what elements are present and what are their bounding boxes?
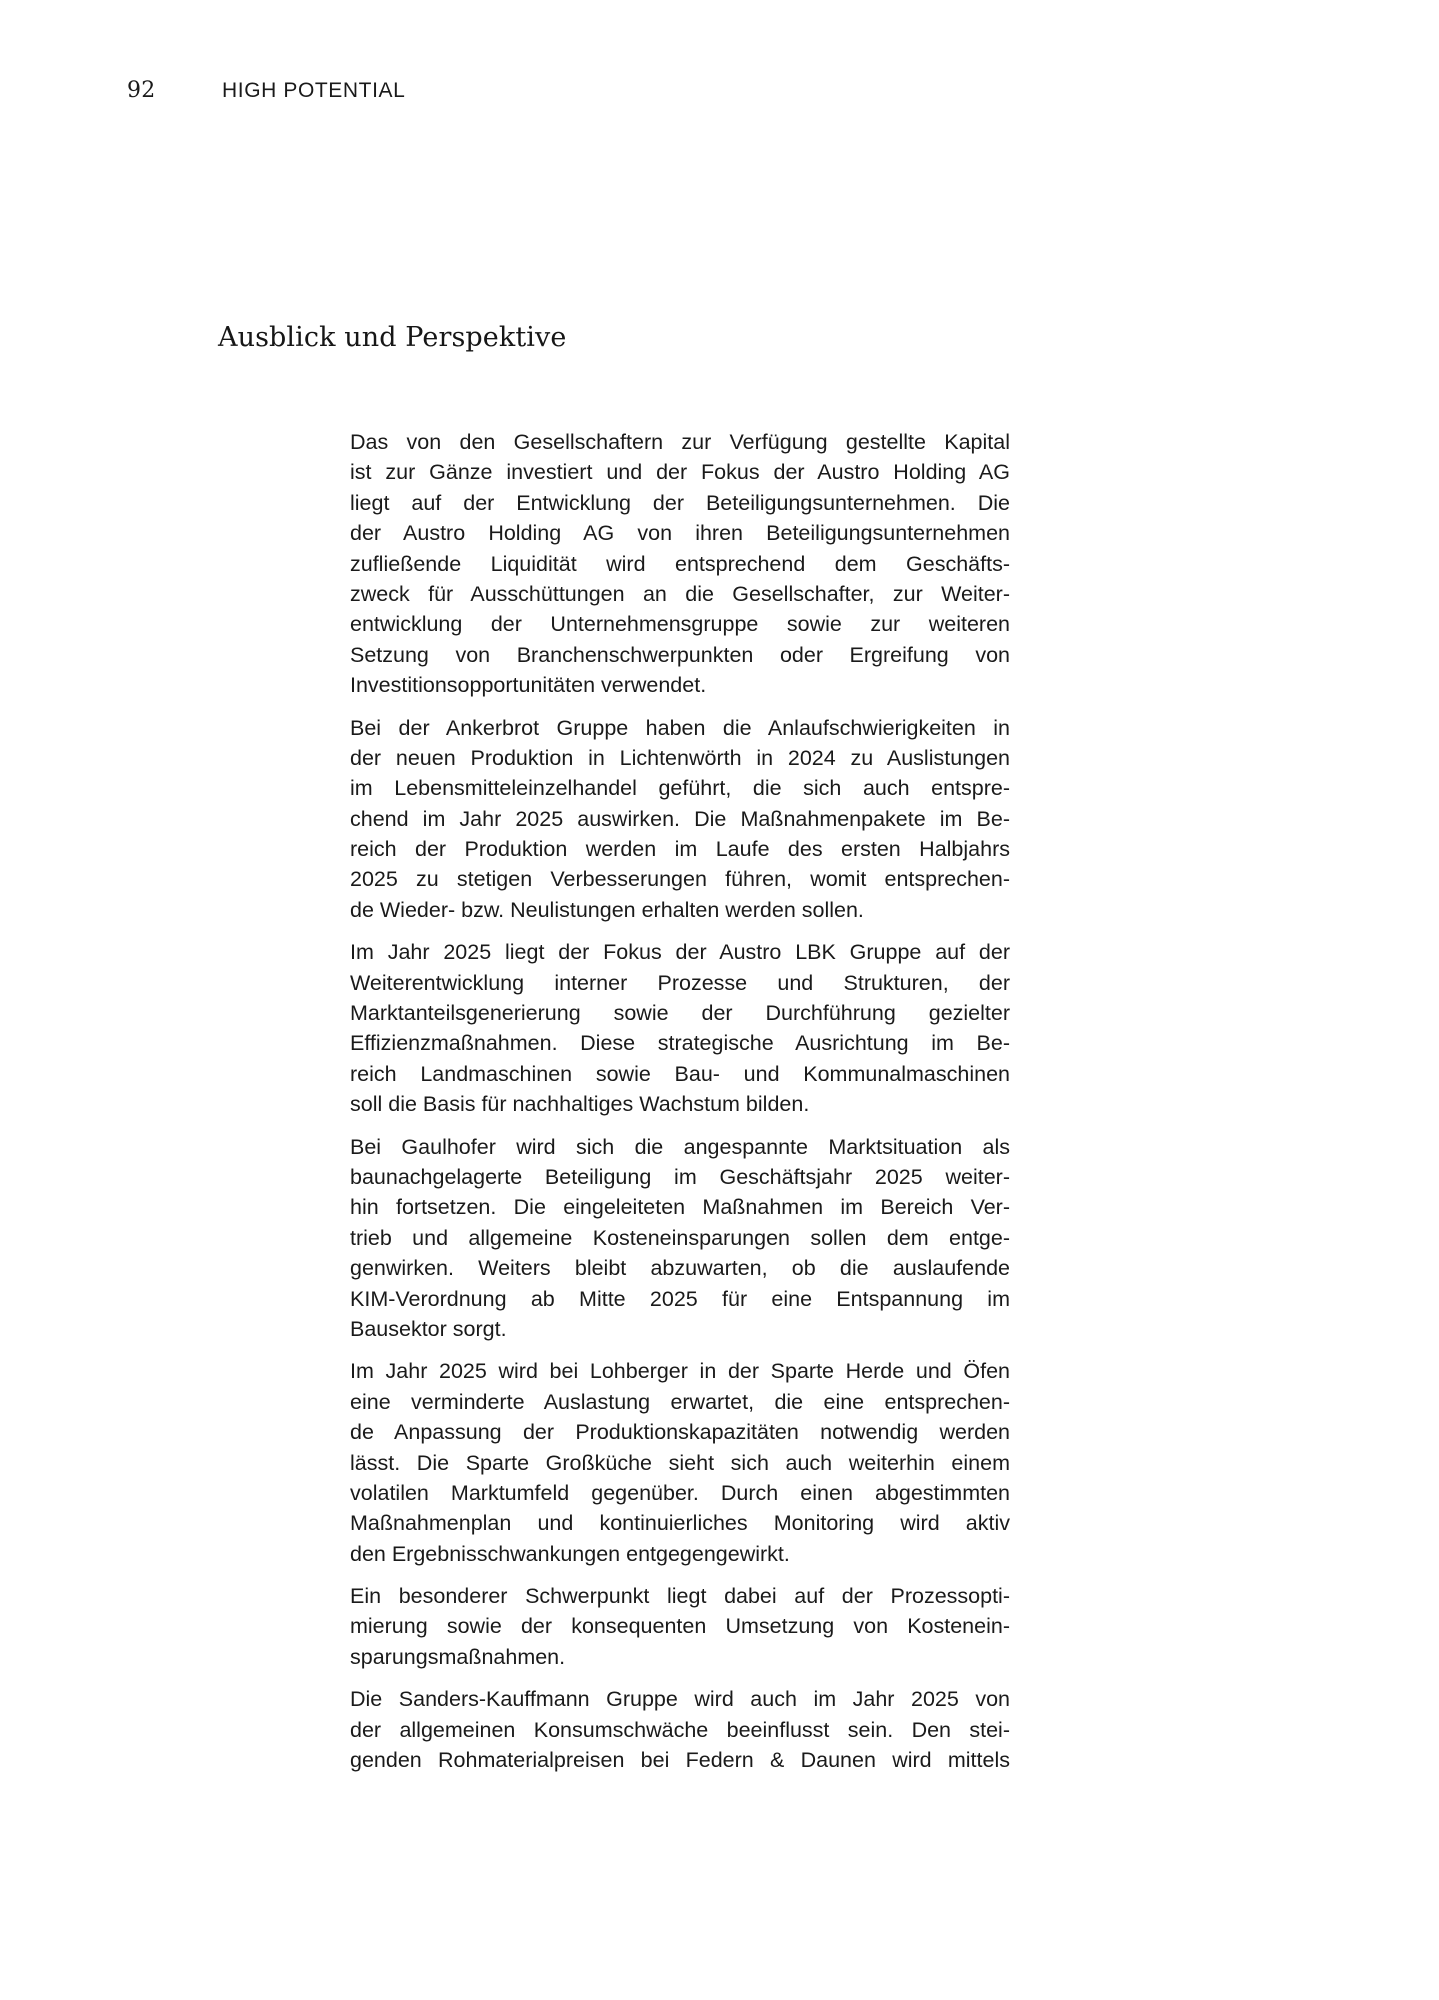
text-line: den Ergebnisschwankungen entgegengewirkt. [350, 1541, 790, 1566]
text-line: liegt auf der Entwicklung der Beteiligungsunternehmen. Die [350, 490, 1010, 515]
text-line: chend im Jahr 2025 auswirken. Die Maßnahmenpakete im Be- [350, 806, 1010, 831]
text-line: genwirken. Weiters bleibt abzuwarten, ob die auslaufende [350, 1256, 1010, 1281]
text-line: Ein besonderer Schwerpunkt liegt dabei auf der Prozessopti- [350, 1584, 1010, 1609]
page-number: 92 [127, 78, 156, 103]
text-line: reich Landmaschinen sowie Bau- und Kommunalmaschinen [350, 1061, 1010, 1086]
section-title: Ausblick und Perspektive [218, 322, 567, 353]
text-line: zweck für Ausschüttungen an die Gesellschafter, zur Weiter- [350, 581, 1010, 606]
text-line: de Anpassung der Produktionskapazitäten notwendig werden [350, 1420, 1010, 1445]
text-line: Investitionsopportunitäten verwendet. [350, 673, 707, 698]
paragraph-capital-investment [350, 427, 1010, 701]
text-line: Bei der Ankerbrot Gruppe haben die Anlaufschwierigkeiten in [350, 715, 1010, 740]
text-line: Die Sanders-Kauffmann Gruppe wird auch im Jahr 2025 von [350, 1687, 1010, 1712]
paragraph-lohberger [350, 1356, 1010, 1569]
text-line: trieb und allgemeine Kosteneinsparungen sollen dem entge- [350, 1225, 1010, 1250]
text-line: sparungsmaßnahmen. [350, 1644, 566, 1669]
text-line: genden Rohmaterialpreisen bei Federn & Daunen wird mittels [350, 1748, 1010, 1773]
text-line: volatilen Marktumfeld gegenüber. Durch einen abgestimmten [350, 1480, 1010, 1505]
body-text-column [350, 427, 1010, 1787]
text-line: zufließende Liquidität wird entsprechend dem Geschäfts- [350, 551, 1010, 576]
text-line: eine verminderte Auslastung erwartet, die eine entsprechen- [350, 1389, 1010, 1414]
text-line: lässt. Die Sparte Großküche sieht sich auch weiterhin einem [350, 1450, 1010, 1475]
paragraph-process-optimization [350, 1581, 1010, 1672]
text-line: Bausektor sorgt. [350, 1316, 507, 1341]
text-line: baunachgelagerte Beteiligung im Geschäftsjahr 2025 weiter- [350, 1164, 1010, 1189]
text-line: hin fortsetzen. Die eingeleiteten Maßnahmen im Bereich Ver- [350, 1195, 1010, 1220]
running-header [127, 78, 405, 114]
text-line: im Lebensmitteleinzelhandel geführt, die sich auch entspre- [350, 776, 1010, 801]
text-line: soll die Basis für nachhaltiges Wachstum bilden. [350, 1092, 810, 1117]
text-line: Bei Gaulhofer wird sich die angespannte Marktsituation als [350, 1134, 1010, 1159]
text-line: Effizienzmaßnahmen. Diese strategische Ausrichtung im Be- [350, 1031, 1010, 1056]
text-line: der Austro Holding AG von ihren Beteiligungsunternehmen [350, 521, 1010, 546]
paragraph-sanders-kauffmann [350, 1684, 1010, 1775]
text-line: de Wieder- bzw. Neulistungen erhalten werden sollen. [350, 897, 864, 922]
text-line: 2025 zu stetigen Verbesserungen führen, womit entsprechen- [350, 867, 1010, 892]
running-title: HIGH POTENTIAL [222, 79, 406, 102]
text-line: mierung sowie der konsequenten Umsetzung von Kostenein- [350, 1614, 1010, 1639]
text-line: Setzung von Branchenschwerpunkten oder Ergreifung von [350, 642, 1010, 667]
text-line: Im Jahr 2025 wird bei Lohberger in der Sparte Herde und Öfen [350, 1359, 1010, 1384]
text-line: Das von den Gesellschaftern zur Verfügung gestellte Kapital [350, 430, 1010, 454]
text-line: reich der Produktion werden im Laufe des ersten Halbjahrs [350, 837, 1010, 862]
text-line: Maßnahmenplan und kontinuierliches Monitoring wird aktiv [350, 1511, 1010, 1536]
text-line: entwicklung der Unternehmensgruppe sowie zur weiteren [350, 612, 1010, 637]
text-line: Marktanteilsgenerierung sowie der Durchführung gezielter [350, 1001, 1010, 1026]
paragraph-gaulhofer [350, 1132, 1010, 1345]
text-line: KIM-Verordnung ab Mitte 2025 für eine Entspannung im [350, 1286, 1010, 1311]
text-line: Weiterentwicklung interner Prozesse und Strukturen, der [350, 970, 1010, 995]
paragraph-austro-lbk [350, 937, 1010, 1119]
text-line: Im Jahr 2025 liegt der Fokus der Austro LBK Gruppe auf der [350, 940, 1010, 965]
paragraph-ankerbrot [350, 713, 1010, 926]
text-line: der allgemeinen Konsumschwäche beeinflusst sein. Den stei- [350, 1717, 1010, 1742]
text-line: ist zur Gänze investiert und der Fokus der Austro Holding AG [350, 460, 1010, 485]
text-line: der neuen Produktion in Lichtenwörth in 2024 zu Auslistungen [350, 745, 1010, 770]
